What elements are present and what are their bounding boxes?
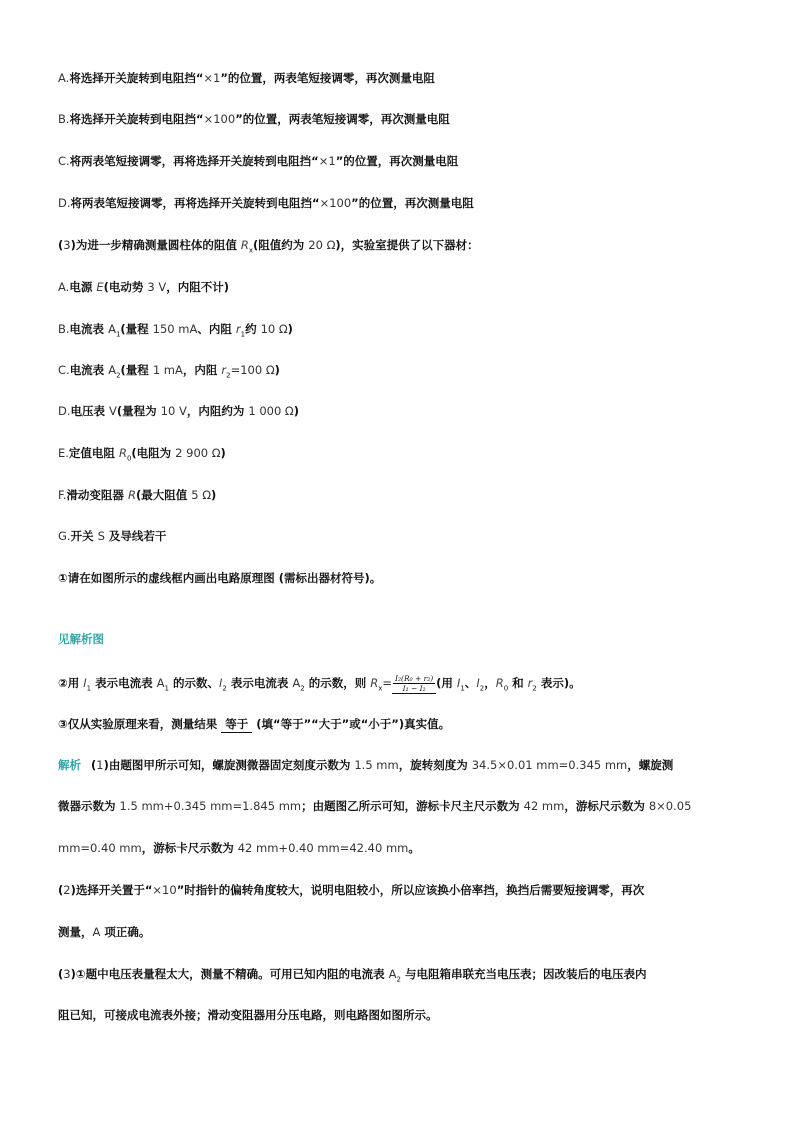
subscript: 1 bbox=[164, 684, 169, 693]
item-text: (量程 bbox=[120, 322, 153, 336]
symbol: I bbox=[219, 676, 223, 690]
subscript: 1 bbox=[115, 330, 121, 339]
option-letter: A. bbox=[58, 71, 70, 85]
analysis-text: ，游标尺示数为 bbox=[564, 799, 649, 813]
analysis-text: )由题图甲所示可知，螺旋测微器固定刻度示数为 bbox=[103, 758, 355, 772]
item-text: 开关 bbox=[70, 529, 98, 543]
value: A bbox=[92, 925, 101, 939]
meter-symbol: V bbox=[109, 404, 117, 418]
sub-question-text: (用 bbox=[436, 676, 457, 690]
value: 8×0.05 bbox=[648, 799, 692, 813]
symbol: R bbox=[240, 238, 249, 252]
option-c bbox=[58, 153, 458, 169]
sub-question-1 bbox=[58, 570, 381, 586]
value: =100 Ω bbox=[230, 363, 275, 377]
equipment-b bbox=[58, 321, 293, 342]
analysis-text: ，螺旋测 bbox=[627, 758, 674, 772]
value: ×10 bbox=[152, 883, 177, 897]
question-text: (阻值约为 bbox=[253, 238, 309, 252]
fraction bbox=[393, 674, 435, 693]
value: 20 Ω bbox=[308, 238, 336, 252]
question-text: )为进一步精确测量圆柱体的阻值 bbox=[70, 238, 241, 252]
value: 1.5 mm+0.345 mm=1.845 mm bbox=[119, 799, 302, 813]
analysis-line-6 bbox=[58, 966, 646, 987]
analysis-line-5 bbox=[58, 924, 150, 940]
value: 1 mA bbox=[152, 363, 183, 377]
option-text: 将两表笔短接调零，再将选择开关旋转到电阻挡“ bbox=[70, 196, 320, 210]
item-text: (量程为 bbox=[116, 404, 161, 418]
subscript: 1 bbox=[86, 684, 92, 693]
option-letter: C. bbox=[58, 154, 70, 168]
symbol: r bbox=[235, 322, 241, 336]
question-text: )，实验室提供了以下器材： bbox=[335, 238, 479, 252]
value: 34.5×0.01 mm=0.345 mm bbox=[471, 758, 628, 772]
part-number: 3 bbox=[63, 967, 71, 981]
option-text: ”的位置，两表笔短接调零，再次测量电阻 bbox=[220, 71, 435, 85]
subscript: 2 bbox=[396, 975, 401, 984]
option-letter: B. bbox=[58, 112, 70, 126]
fraction-denominator: I₁ − I₂ bbox=[402, 684, 426, 693]
analysis-line-3 bbox=[58, 840, 420, 856]
analysis-text: )①题中电压表量程太大，测量不精确。可用已知内阻的电流表 bbox=[70, 967, 389, 981]
sub-question-text: ③仅从实验原理来看，测量结果 bbox=[58, 717, 222, 731]
option-a bbox=[58, 70, 435, 86]
item-text: 滑动变阻器 bbox=[66, 488, 128, 502]
value: 1.5 mm bbox=[354, 758, 399, 772]
item-text: 约 bbox=[245, 322, 261, 336]
sub-question-text: 的示数，则 bbox=[304, 676, 371, 690]
subscript: 0 bbox=[126, 454, 132, 463]
question-3 bbox=[58, 237, 479, 258]
option-text: 将选择开关旋转到电阻挡“ bbox=[69, 71, 204, 85]
subscript: 2 bbox=[300, 684, 305, 693]
subscript: 2 bbox=[532, 684, 537, 693]
separator: 和 bbox=[508, 676, 528, 690]
value: 1 000 Ω bbox=[248, 404, 294, 418]
meter-symbol: A bbox=[108, 363, 117, 377]
subscript: x bbox=[378, 684, 383, 693]
item-letter: G. bbox=[58, 529, 71, 543]
item-text: ，内阻 bbox=[182, 363, 222, 377]
item-letter: C. bbox=[58, 363, 70, 377]
analysis-text: 与电阻箱串联充当电压表；因改装后的电压表内 bbox=[400, 967, 647, 981]
subscript: 2 bbox=[226, 371, 231, 380]
option-b bbox=[58, 111, 450, 127]
item-text: ) bbox=[274, 363, 280, 377]
analysis-text: ( bbox=[91, 758, 97, 772]
item-letter: E. bbox=[58, 446, 69, 460]
equipment-g bbox=[58, 528, 166, 544]
item-text: 电流表 bbox=[69, 322, 109, 336]
item-text: ) bbox=[293, 404, 299, 418]
item-text: 电压表 bbox=[70, 404, 110, 418]
subscript: 1 bbox=[460, 684, 465, 693]
sub-question-text: ①请在如图所示的虚线框内画出电路原理图 (需标出器材符号)。 bbox=[58, 571, 382, 585]
analysis-text: ，游标卡尺示数为 bbox=[141, 841, 238, 855]
part-number: 1 bbox=[96, 758, 104, 772]
sub-question-text: 表示电流表 bbox=[226, 676, 293, 690]
value: 42 mm+0.40 mm=42.40 mm bbox=[237, 841, 409, 855]
sub-question-text: 的示数、 bbox=[168, 676, 219, 690]
subscript: 2 bbox=[222, 684, 227, 693]
symbol: I bbox=[83, 676, 87, 690]
value: 150 mA bbox=[152, 322, 198, 336]
item-letter: B. bbox=[58, 322, 70, 336]
analysis-line-1 bbox=[58, 757, 673, 773]
equipment-d bbox=[58, 403, 299, 419]
equipment-f bbox=[58, 487, 216, 503]
option-value: ×1 bbox=[318, 154, 336, 168]
equipment-e bbox=[58, 445, 226, 466]
separator: 、 bbox=[464, 676, 477, 690]
value: 2 900 Ω bbox=[175, 446, 221, 460]
option-text: ”的位置，两表笔短接调零，再次测量电阻 bbox=[235, 112, 450, 126]
answer-blank: 等于 bbox=[221, 716, 252, 733]
equipment-a bbox=[58, 279, 229, 295]
symbol: R bbox=[127, 488, 136, 502]
symbol: R bbox=[370, 676, 379, 690]
option-value: ×100 bbox=[319, 196, 352, 210]
item-text: (量程 bbox=[120, 363, 153, 377]
answer-figure-link[interactable] bbox=[58, 631, 104, 647]
analysis-text: 阻已知，可接成电流表外接；滑动变阻器用分压电路，则电路图如图所示。 bbox=[58, 1008, 438, 1022]
symbol: S bbox=[97, 529, 105, 543]
option-text: 将两表笔短接调零，再将选择开关旋转到电阻挡“ bbox=[69, 154, 319, 168]
analysis-text: ( bbox=[58, 883, 64, 897]
subscript: 0 bbox=[503, 684, 509, 693]
analysis-text: ”时指针的偏转角度较大，说明电阻较小，所以应该换小倍率挡，换挡后需要短接调零，再次 bbox=[176, 883, 645, 897]
subscript: 2 bbox=[116, 371, 121, 380]
analysis-text: ；由题图乙所示可知，游标卡尺主尺示数为 bbox=[301, 799, 524, 813]
meter-symbol: A bbox=[388, 967, 397, 981]
part-number: 2 bbox=[63, 883, 71, 897]
symbol: E bbox=[96, 280, 104, 294]
fraction-numerator: I₂(R₀ + r₂) bbox=[395, 674, 434, 683]
option-letter: D. bbox=[58, 196, 71, 210]
equals-sign: = bbox=[382, 676, 393, 690]
option-text: 将选择开关旋转到电阻挡“ bbox=[69, 112, 204, 126]
option-text: ”的位置，再次测量电阻 bbox=[335, 154, 459, 168]
item-text: 及导线若干 bbox=[104, 529, 167, 543]
sub-question-text: 表示)。 bbox=[536, 676, 581, 690]
item-text: 、内阻 bbox=[197, 322, 236, 336]
question-number: 3 bbox=[63, 238, 71, 252]
value: 10 Ω bbox=[260, 322, 288, 336]
item-text: 定值电阻 bbox=[68, 446, 119, 460]
separator: ， bbox=[484, 676, 496, 690]
value: mm=0.40 mm bbox=[58, 841, 142, 855]
analysis-text: )选择开关置于“ bbox=[70, 883, 153, 897]
analysis-line-4 bbox=[58, 882, 644, 898]
option-d bbox=[58, 195, 474, 211]
meter-symbol: A bbox=[292, 676, 301, 690]
symbol: r bbox=[221, 363, 227, 377]
item-text: 电源 bbox=[69, 280, 97, 294]
paren: ( bbox=[58, 238, 64, 252]
item-text: ，内阻不计) bbox=[166, 280, 229, 294]
option-text: ”的位置，再次测量电阻 bbox=[351, 196, 474, 210]
value: 10 V bbox=[160, 404, 187, 418]
sub-question-text: ②用 bbox=[58, 676, 84, 690]
item-text: ) bbox=[287, 322, 293, 336]
meter-symbol: A bbox=[108, 322, 116, 336]
value: 3 V bbox=[147, 280, 167, 294]
equipment-c bbox=[58, 362, 280, 383]
item-text: (电动势 bbox=[103, 280, 148, 294]
item-text: ，内阻约为 bbox=[186, 404, 249, 418]
analysis-text: 。 bbox=[408, 841, 420, 855]
option-value: ×100 bbox=[203, 112, 236, 126]
symbol: I bbox=[476, 676, 480, 690]
symbol: I bbox=[456, 676, 461, 690]
analysis-text: ( bbox=[58, 967, 64, 981]
analysis-text: 微器示数为 bbox=[58, 799, 120, 813]
analysis-text: 测量， bbox=[58, 925, 93, 939]
item-text: ) bbox=[210, 488, 217, 502]
sub-question-2 bbox=[58, 674, 581, 696]
item-text: (最大阻值 bbox=[135, 488, 192, 502]
item-letter: D. bbox=[58, 404, 71, 418]
item-text: 电流表 bbox=[69, 363, 109, 377]
item-letter: F. bbox=[58, 488, 67, 502]
subscript: x bbox=[248, 246, 254, 255]
sub-question-text: 表示电流表 bbox=[91, 676, 157, 690]
sub-question-3 bbox=[58, 716, 450, 733]
option-value: ×1 bbox=[203, 71, 221, 85]
analysis-text: ，旋转刻度为 bbox=[398, 758, 472, 772]
symbol: R bbox=[118, 446, 127, 460]
analysis-line-2 bbox=[58, 798, 691, 814]
subscript: 2 bbox=[479, 684, 485, 693]
item-letter: A. bbox=[58, 280, 70, 294]
meter-symbol: A bbox=[156, 676, 165, 690]
answer-blank bbox=[392, 674, 436, 694]
analysis-line-7 bbox=[58, 1007, 438, 1023]
answer-link-text[interactable]: 见解析图 bbox=[58, 632, 104, 646]
subscript: 1 bbox=[240, 330, 246, 339]
value: 42 mm bbox=[523, 799, 565, 813]
value: 5 Ω bbox=[191, 488, 211, 502]
item-text: (电阻为 bbox=[131, 446, 176, 460]
item-text: ) bbox=[220, 446, 226, 460]
symbol: r bbox=[527, 676, 533, 690]
symbol: R bbox=[495, 676, 504, 690]
analysis-text: 项正确。 bbox=[100, 925, 151, 939]
analysis-tag: 解析 bbox=[58, 758, 81, 772]
sub-question-text: (填“等于”“大于”或“小于”)真实值。 bbox=[252, 717, 451, 731]
